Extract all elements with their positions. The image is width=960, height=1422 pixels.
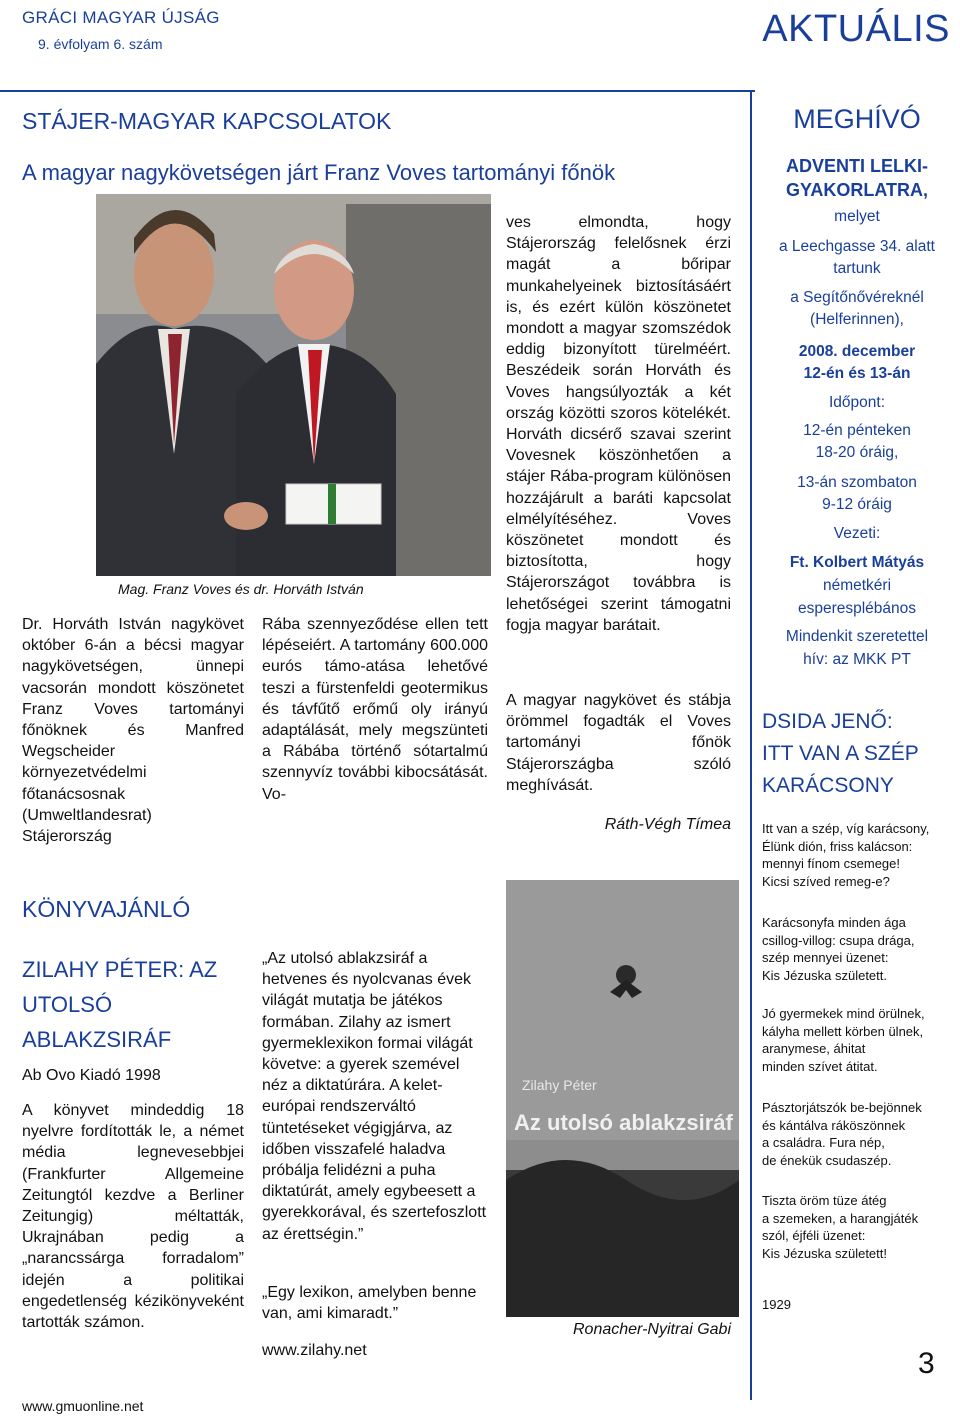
invitation-date-1: 2008. december (798, 343, 916, 360)
book-website-link[interactable]: www.zilahy.net (262, 1342, 367, 1359)
article-photo (96, 194, 491, 576)
invitation-address: a Leechgasse 34. alatt (779, 238, 935, 255)
book-cover (506, 880, 739, 1317)
invitation-time-label: Időpont: (828, 394, 886, 411)
invitation-host-de: (Helferinnen), (810, 311, 904, 328)
poem-title-line-2: KARÁCSONY (762, 774, 894, 797)
poem-stanza-4: Pásztorjátszók be-bejönnek és kántálva ráköszönnek a családra. Fura nép, de énekük csudaszép. (762, 1100, 922, 1168)
invitation-tartunk: tartunk (833, 260, 881, 277)
invitation-time-2b: 9-12 óráig (822, 496, 892, 513)
invitation-event (762, 154, 952, 202)
book-title-line-2: UTOLSÓ (22, 992, 113, 1017)
poem-heading (762, 706, 952, 802)
book-section-heading: KÖNYVAJÁNLÓ (22, 896, 191, 922)
invitation-heading: MEGHÍVÓ (793, 104, 921, 134)
invitation-date-2: 12-én és 13-án (803, 365, 911, 382)
book-publisher: Ab Ovo Kiadó 1998 (22, 1067, 161, 1084)
book-review-author: Ronacher-Nyitrai Gabi (573, 1321, 731, 1338)
article-author: Ráth-Végh Tímea (604, 816, 731, 833)
article-column-1: Dr. Horváth István nagykövet október 6-án a bécsi magyar nagykövetségen, ünnepi vacsorán mondott köszönetet Franz Voves tartományi főnöknek és Manfred Wegscheider környezetvédelmi főtanácsosnak (Umweltlandesrat) Stájerország (22, 616, 244, 846)
photo-caption: Mag. Franz Voves és dr. Horváth István (118, 581, 364, 597)
issue-number: 9. évfolyam 6. szám (38, 36, 163, 52)
book-review-text: A könyvet mindeddig 18 nyelvre fordították le, a német média legnevesebbjei (Frankfurter Allgemeine Zeitungtól kezdve a Berliner Zeitungig) méltatták, Ukrajnában pedig a „narancssárga forradalom” idején a politikai engedetlenség kézikönyveként tartották számon. (22, 1102, 244, 1332)
invitation-closing-2: hív: az MKK PT (803, 651, 911, 668)
sidebar-divider (750, 90, 752, 1400)
article-column-2: Rába szennyeződése ellen tett lépéseiért. A tartomány 600.000 eurós támo-atása lehetővé teszi a fürstenfeldi geotermikus és távfűtő erőmű oly irányú adaptálását, mely megszünteti a Rábába történő sótartalmú szennyvíz további kibocsátását. Vo- (262, 616, 488, 803)
invitation-host: a Segítőnővéreknél (790, 289, 924, 306)
invitation-time-1b: 18-20 óráig, (815, 444, 899, 461)
section-label: AKTUÁLIS (762, 8, 950, 50)
invitation-closing-1: Mindenkit szeretettel (785, 628, 929, 645)
poem-title-line-1: ITT VAN A SZÉP (762, 742, 919, 765)
article-kicker: STÁJER-MAGYAR KAPCSOLATOK (22, 108, 392, 134)
invitation-event-line-1: ADVENTI LELKI- (786, 156, 928, 176)
poem-year: 1929 (762, 1297, 791, 1312)
invitation-leader-role-2: esperesplébános (797, 600, 917, 617)
cover-author: Zilahy Péter (522, 1077, 597, 1093)
poem-stanza-2: Karácsonyfa minden ága csillog-villog: csupa drága, szép mennyei üzenet: Kis Jézuska született. (762, 915, 915, 983)
invitation-time-1a: 12-én pénteken (803, 422, 911, 439)
header-rule (0, 90, 755, 92)
book-title (22, 952, 252, 1057)
invitation-leader-label: Vezeti: (833, 525, 881, 542)
footer-url[interactable]: www.gmuonline.net (22, 1398, 144, 1414)
poem-author: DSIDA JENŐ: (762, 710, 893, 733)
invitation-leader-role-1: németkéri (822, 577, 892, 594)
article-column-3: ves elmondta, hogy Stájerország felelősnek érzi magát a bőripar munkahelyeinek biztosításáért is, és ezért külön köszönetet mondott a magyar szomszédok eddig bizonyított türelméért. Beszédeik során Horváth és Voves hangsúlyozták a két ország közötti szoros kötelékét. Horváth dicsérő szavai szerint Vovesnek köszönhetően a stájer Rába-program különösen hozzájárult a baráti kapcsolat elmélyítéséhez. Voves köszönetet mondott és biztosította, hogy Stájerországot továbbra is lehetőségei szerint támogatni fogja magyar barátait. (506, 214, 731, 634)
book-title-line-3: ABLAKZSIRÁF (22, 1027, 172, 1052)
invitation-relative: melyet (834, 208, 880, 225)
newspaper-title: GRÁCI MAGYAR ÚJSÁG (22, 8, 220, 27)
page-number: 3 (918, 1347, 935, 1380)
cover-title: Az utolsó ablakzsiráf (514, 1110, 733, 1135)
invitation-event-line-2: GYAKORLATRA, (785, 180, 928, 200)
article-headline: A magyar nagykövetségen járt Franz Voves tartományi főnök (22, 160, 616, 185)
book-title-line-1: ZILAHY PÉTER: AZ (22, 957, 218, 982)
article-closing-paragraph: A magyar nagykövet és stábja örömmel fogadták el Voves tartományi főnök Stájerországba szóló meghívását. (506, 692, 731, 794)
invitation-time-2a: 13-án szombaton (797, 474, 917, 491)
book-quote: „Az utolsó ablakzsiráf a hetvenes és nyolcvanas évek világát mutatja be játékos formában. Zilahy az ismert gyermeklexikon formai világát követve: a gyerek szemével néz a diktatúrára. A kelet-európai rendszerváltó tüntetéseket végigjárva, az időben visszafelé haladva próbálja felidézni a puha diktatúrát, amely egybeesett a gyerekkorával, és szertefoszlott az érettségin.” (262, 950, 487, 1243)
poem-stanza-1: Itt van a szép, víg karácsony, Élünk dión, friss kalácson: mennyi fínom csemege! Kicsi szíved remeg-e? (762, 821, 930, 889)
poem-stanza-5: Tiszta öröm tüze átég a szemeken, a harangjáték szól, éjféli üzenet: Kis Jézuska született! (762, 1193, 919, 1261)
invitation-leader: Ft. Kolbert Mátyás (789, 554, 925, 571)
poem-stanza-3: Jó gyermekek mind örülnek, kályha mellett körben ülnek, aranymese, áhitat minden szívet átitat. (762, 1006, 925, 1074)
book-quote-2: „Egy lexikon, amelyben benne van, ami kimaradt.” (262, 1284, 477, 1323)
